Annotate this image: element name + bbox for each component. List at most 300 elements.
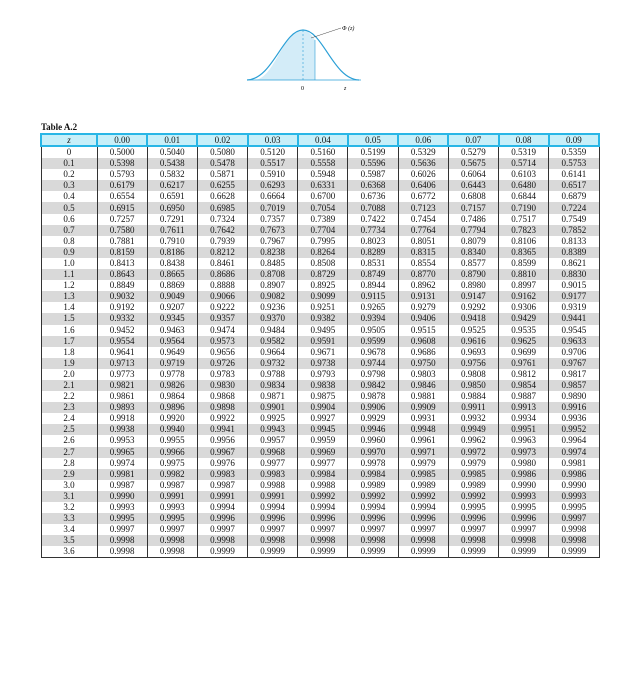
probability-cell: 0.9357	[197, 313, 247, 324]
probability-cell: 0.8830	[549, 269, 599, 280]
probability-cell: 0.9370	[248, 313, 298, 324]
probability-cell: 0.9989	[348, 480, 398, 491]
probability-cell: 0.9952	[549, 424, 599, 435]
probability-cell: 0.9082	[248, 291, 298, 302]
probability-cell: 0.7088	[348, 202, 398, 213]
probability-cell: 0.9591	[298, 336, 348, 347]
z-value-cell: 1.6	[41, 325, 97, 336]
probability-cell: 0.9901	[248, 402, 298, 413]
probability-cell: 0.9996	[348, 513, 398, 524]
probability-cell: 0.7704	[298, 225, 348, 236]
header-col: 0.03	[248, 134, 298, 146]
table-row	[41, 458, 599, 469]
probability-cell: 0.9564	[147, 336, 197, 347]
probability-cell: 0.5478	[197, 158, 247, 169]
probability-cell: 0.7580	[97, 225, 147, 236]
probability-cell: 0.7224	[549, 202, 599, 213]
probability-cell: 0.9998	[147, 546, 197, 558]
probability-cell: 0.9974	[549, 447, 599, 458]
probability-cell: 0.9474	[197, 325, 247, 336]
probability-cell: 0.7019	[248, 202, 298, 213]
probability-cell: 0.9992	[398, 491, 448, 502]
probability-cell: 0.9941	[197, 424, 247, 435]
probability-cell: 0.9999	[298, 546, 348, 558]
probability-cell: 0.8508	[298, 258, 348, 269]
probability-cell: 0.9864	[147, 391, 197, 402]
probability-cell: 0.6026	[398, 169, 448, 180]
probability-cell: 0.9778	[147, 369, 197, 380]
table-row	[41, 524, 599, 535]
probability-cell: 0.9997	[197, 524, 247, 535]
probability-cell: 0.7794	[448, 225, 498, 236]
probability-cell: 0.9932	[448, 413, 498, 424]
probability-cell: 0.9997	[448, 524, 498, 535]
probability-cell: 0.6480	[499, 180, 549, 191]
probability-cell: 0.9997	[248, 524, 298, 535]
probability-cell: 0.6443	[448, 180, 498, 191]
probability-cell: 0.8810	[499, 269, 549, 280]
probability-cell: 0.9998	[97, 535, 147, 546]
probability-cell: 0.9850	[448, 380, 498, 391]
z-value-cell: 1.8	[41, 347, 97, 358]
label-leader-line	[311, 28, 341, 38]
probability-cell: 0.9956	[197, 435, 247, 446]
probability-cell: 0.9999	[197, 546, 247, 558]
probability-cell: 0.9988	[298, 480, 348, 491]
probability-cell: 0.9961	[398, 435, 448, 446]
probability-cell: 0.9463	[147, 325, 197, 336]
header-col: 0.08	[499, 134, 549, 146]
probability-cell: 0.5714	[499, 158, 549, 169]
probability-cell: 0.9968	[248, 447, 298, 458]
probability-cell: 0.9920	[147, 413, 197, 424]
header-row	[41, 134, 599, 146]
probability-cell: 0.8980	[448, 280, 498, 291]
probability-cell: 0.5987	[348, 169, 398, 180]
probability-cell: 0.9898	[197, 402, 247, 413]
probability-cell: 0.9767	[549, 358, 599, 369]
probability-cell: 0.7852	[549, 225, 599, 236]
table-body	[41, 146, 599, 558]
probability-cell: 0.5832	[147, 169, 197, 180]
z-value-cell: 1.3	[41, 291, 97, 302]
probability-cell: 0.9998	[448, 535, 498, 546]
probability-cell: 0.8686	[197, 269, 247, 280]
probability-cell: 0.9441	[549, 313, 599, 324]
probability-cell: 0.9987	[197, 480, 247, 491]
probability-cell: 0.9986	[549, 469, 599, 480]
probability-cell: 0.9066	[197, 291, 247, 302]
table-row	[41, 269, 599, 280]
probability-cell: 0.8621	[549, 258, 599, 269]
probability-cell: 0.5517	[248, 158, 298, 169]
probability-cell: 0.6368	[348, 180, 398, 191]
probability-cell: 0.9608	[398, 336, 448, 347]
probability-cell: 0.9971	[398, 447, 448, 458]
probability-cell: 0.7422	[348, 214, 398, 225]
probability-cell: 0.5359	[549, 146, 599, 158]
probability-cell: 0.9927	[298, 413, 348, 424]
probability-cell: 0.9147	[448, 291, 498, 302]
probability-cell: 0.9265	[348, 302, 398, 313]
probability-cell: 0.9998	[147, 535, 197, 546]
probability-cell: 0.8023	[348, 236, 398, 247]
probability-cell: 0.9990	[499, 480, 549, 491]
probability-cell: 0.5199	[348, 146, 398, 158]
table-row	[41, 202, 599, 213]
probability-cell: 0.9761	[499, 358, 549, 369]
probability-cell: 0.5636	[398, 158, 448, 169]
probability-cell: 0.9984	[298, 469, 348, 480]
probability-cell: 0.9996	[398, 513, 448, 524]
probability-cell: 0.9854	[499, 380, 549, 391]
probability-cell: 0.9319	[549, 302, 599, 313]
probability-cell: 0.9997	[298, 524, 348, 535]
probability-cell: 0.9996	[448, 513, 498, 524]
probability-cell: 0.5438	[147, 158, 197, 169]
probability-cell: 0.9693	[448, 347, 498, 358]
probability-cell: 0.9940	[147, 424, 197, 435]
probability-cell: 0.9993	[499, 491, 549, 502]
probability-cell: 0.5080	[197, 146, 247, 158]
probability-cell: 0.5279	[448, 146, 498, 158]
z-value-cell: 3.4	[41, 524, 97, 535]
probability-cell: 0.5596	[348, 158, 398, 169]
probability-cell: 0.9970	[348, 447, 398, 458]
probability-cell: 0.9929	[348, 413, 398, 424]
probability-cell: 0.7357	[248, 214, 298, 225]
probability-cell: 0.9995	[499, 502, 549, 513]
table-row	[41, 546, 599, 558]
probability-cell: 0.9177	[549, 291, 599, 302]
z-value-cell: 0.8	[41, 236, 97, 247]
table-row	[41, 480, 599, 491]
probability-cell: 0.9713	[97, 358, 147, 369]
probability-cell: 0.9904	[298, 402, 348, 413]
probability-cell: 0.9969	[298, 447, 348, 458]
z-value-cell: 0.2	[41, 169, 97, 180]
probability-cell: 0.8599	[499, 258, 549, 269]
table-row	[41, 369, 599, 380]
probability-cell: 0.9943	[248, 424, 298, 435]
z-value-cell: 3.1	[41, 491, 97, 502]
probability-cell: 0.9332	[97, 313, 147, 324]
probability-cell: 0.9906	[348, 402, 398, 413]
probability-cell: 0.9382	[298, 313, 348, 324]
z-value-cell: 3.0	[41, 480, 97, 491]
probability-cell: 0.6217	[147, 180, 197, 191]
table-row	[41, 325, 599, 336]
probability-cell: 0.9842	[348, 380, 398, 391]
probability-cell: 0.9032	[97, 291, 147, 302]
probability-cell: 0.9418	[448, 313, 498, 324]
probability-cell: 0.7642	[197, 225, 247, 236]
z-value-cell: 0	[41, 146, 97, 158]
table-row	[41, 258, 599, 269]
probability-cell: 0.9967	[197, 447, 247, 458]
probability-cell: 0.9515	[398, 325, 448, 336]
probability-cell: 0.9992	[448, 491, 498, 502]
header-col: 0.01	[147, 134, 197, 146]
probability-cell: 0.9875	[298, 391, 348, 402]
z-value-cell: 2.2	[41, 391, 97, 402]
probability-cell: 0.9997	[549, 513, 599, 524]
probability-cell: 0.7823	[499, 225, 549, 236]
z-value-cell: 0.7	[41, 225, 97, 236]
probability-cell: 0.9990	[97, 491, 147, 502]
probability-cell: 0.9989	[398, 480, 448, 491]
table-row	[41, 336, 599, 347]
probability-cell: 0.9495	[298, 325, 348, 336]
probability-cell: 0.9884	[448, 391, 498, 402]
probability-cell: 0.9925	[248, 413, 298, 424]
probability-cell: 0.7324	[197, 214, 247, 225]
probability-cell: 0.9994	[298, 502, 348, 513]
probability-cell: 0.9788	[248, 369, 298, 380]
probability-cell: 0.9911	[448, 402, 498, 413]
probability-cell: 0.7549	[549, 214, 599, 225]
probability-cell: 0.9656	[197, 347, 247, 358]
probability-cell: 0.9972	[448, 447, 498, 458]
probability-cell: 0.6064	[448, 169, 498, 180]
probability-cell: 0.5948	[298, 169, 348, 180]
header-col: 0.05	[348, 134, 398, 146]
probability-cell: 0.6628	[197, 191, 247, 202]
probability-cell: 0.9997	[97, 524, 147, 535]
probability-cell: 0.9625	[499, 336, 549, 347]
probability-cell: 0.9207	[147, 302, 197, 313]
probability-cell: 0.8289	[348, 247, 398, 258]
probability-cell: 0.9671	[298, 347, 348, 358]
probability-cell: 0.9686	[398, 347, 448, 358]
probability-cell: 0.9979	[398, 458, 448, 469]
probability-cell: 0.7967	[248, 236, 298, 247]
probability-cell: 0.8962	[398, 280, 448, 291]
probability-cell: 0.7123	[398, 202, 448, 213]
table-row	[41, 291, 599, 302]
probability-cell: 0.9983	[248, 469, 298, 480]
probability-cell: 0.9990	[549, 480, 599, 491]
probability-cell: 0.9916	[549, 402, 599, 413]
probability-cell: 0.9641	[97, 347, 147, 358]
probability-cell: 0.9936	[549, 413, 599, 424]
probability-cell: 0.9664	[248, 347, 298, 358]
probability-cell: 0.9989	[448, 480, 498, 491]
probability-cell: 0.9965	[97, 447, 147, 458]
probability-cell: 0.5675	[448, 158, 498, 169]
probability-cell: 0.9738	[298, 358, 348, 369]
probability-cell: 0.9793	[298, 369, 348, 380]
probability-cell: 0.8133	[549, 236, 599, 247]
axis-zero-label: 0	[301, 86, 304, 92]
probability-cell: 0.9913	[499, 402, 549, 413]
probability-cell: 0.7764	[398, 225, 448, 236]
table-row	[41, 424, 599, 435]
probability-cell: 0.9279	[398, 302, 448, 313]
probability-cell: 0.9934	[499, 413, 549, 424]
probability-cell: 0.5753	[549, 158, 599, 169]
curve-label: Φ (z)	[342, 26, 355, 32]
probability-cell: 0.9976	[197, 458, 247, 469]
probability-cell: 0.5871	[197, 169, 247, 180]
probability-cell: 0.8438	[147, 258, 197, 269]
probability-cell: 0.7486	[448, 214, 498, 225]
probability-cell: 0.6700	[298, 191, 348, 202]
probability-cell: 0.9871	[248, 391, 298, 402]
probability-cell: 0.9798	[348, 369, 398, 380]
probability-cell: 0.9973	[499, 447, 549, 458]
probability-cell: 0.9726	[197, 358, 247, 369]
probability-cell: 0.9999	[549, 546, 599, 558]
probability-cell: 0.9162	[499, 291, 549, 302]
probability-cell: 0.7881	[97, 236, 147, 247]
probability-cell: 0.9599	[348, 336, 398, 347]
probability-cell: 0.9345	[147, 313, 197, 324]
probability-cell: 0.9838	[298, 380, 348, 391]
header-col: 0.04	[298, 134, 348, 146]
probability-cell: 0.9995	[97, 513, 147, 524]
probability-cell: 0.9808	[448, 369, 498, 380]
probability-cell: 0.6554	[97, 191, 147, 202]
probability-cell: 0.9131	[398, 291, 448, 302]
probability-cell: 0.9999	[448, 546, 498, 558]
header-z: z	[41, 134, 97, 146]
probability-cell: 0.6293	[248, 180, 298, 191]
probability-cell: 0.7517	[499, 214, 549, 225]
probability-cell: 0.9997	[398, 524, 448, 535]
probability-cell: 0.5160	[298, 146, 348, 158]
table-row	[41, 413, 599, 424]
probability-cell: 0.6736	[348, 191, 398, 202]
probability-cell: 0.9573	[197, 336, 247, 347]
probability-cell: 0.9890	[549, 391, 599, 402]
z-value-cell: 2.5	[41, 424, 97, 435]
probability-cell: 0.6664	[248, 191, 298, 202]
normal-curve-figure	[245, 18, 365, 98]
probability-cell: 0.9222	[197, 302, 247, 313]
probability-cell: 0.9998	[348, 535, 398, 546]
z-value-cell: 0.3	[41, 180, 97, 191]
probability-cell: 0.9978	[348, 458, 398, 469]
table-row	[41, 447, 599, 458]
probability-cell: 0.9984	[348, 469, 398, 480]
header-col: 0.00	[97, 134, 147, 146]
probability-cell: 0.9981	[549, 458, 599, 469]
probability-cell: 0.9857	[549, 380, 599, 391]
z-value-cell: 2.7	[41, 447, 97, 458]
probability-cell: 0.6591	[147, 191, 197, 202]
probability-cell: 0.8238	[248, 247, 298, 258]
probability-cell: 0.8729	[298, 269, 348, 280]
probability-cell: 0.5319	[499, 146, 549, 158]
probability-cell: 0.9505	[348, 325, 398, 336]
z-value-cell: 1.7	[41, 336, 97, 347]
table-row	[41, 191, 599, 202]
probability-cell: 0.9995	[549, 502, 599, 513]
probability-cell: 0.9015	[549, 280, 599, 291]
probability-cell: 0.8485	[248, 258, 298, 269]
probability-cell: 0.9868	[197, 391, 247, 402]
probability-cell: 0.9633	[549, 336, 599, 347]
probability-cell: 0.6879	[549, 191, 599, 202]
probability-cell: 0.6255	[197, 180, 247, 191]
probability-cell: 0.5040	[147, 146, 197, 158]
probability-cell: 0.9994	[348, 502, 398, 513]
z-value-cell: 2.4	[41, 413, 97, 424]
probability-cell: 0.7995	[298, 236, 348, 247]
probability-cell: 0.9744	[348, 358, 398, 369]
header-col: 0.07	[448, 134, 498, 146]
probability-cell: 0.9977	[298, 458, 348, 469]
probability-cell: 0.9803	[398, 369, 448, 380]
table-row	[41, 169, 599, 180]
header-col: 0.02	[197, 134, 247, 146]
probability-cell: 0.9997	[348, 524, 398, 535]
table-row	[41, 513, 599, 524]
probability-cell: 0.9909	[398, 402, 448, 413]
probability-cell: 0.6915	[97, 202, 147, 213]
probability-cell: 0.9049	[147, 291, 197, 302]
probability-cell: 0.9996	[499, 513, 549, 524]
probability-cell: 0.9732	[248, 358, 298, 369]
probability-cell: 0.9719	[147, 358, 197, 369]
z-value-cell: 0.5	[41, 202, 97, 213]
probability-cell: 0.9996	[298, 513, 348, 524]
probability-cell: 0.8389	[549, 247, 599, 258]
z-value-cell: 0.1	[41, 158, 97, 169]
table-row	[41, 214, 599, 225]
probability-cell: 0.9750	[398, 358, 448, 369]
probability-cell: 0.8907	[248, 280, 298, 291]
probability-cell: 0.8051	[398, 236, 448, 247]
table-row	[41, 491, 599, 502]
probability-cell: 0.9678	[348, 347, 398, 358]
table-row	[41, 347, 599, 358]
table-row	[41, 302, 599, 313]
normal-distribution-table	[40, 133, 600, 558]
probability-cell: 0.9994	[248, 502, 298, 513]
probability-cell: 0.9945	[298, 424, 348, 435]
probability-cell: 0.8708	[248, 269, 298, 280]
probability-cell: 0.5329	[398, 146, 448, 158]
probability-cell: 0.9953	[97, 435, 147, 446]
table-row	[41, 158, 599, 169]
probability-cell: 0.9582	[248, 336, 298, 347]
probability-cell: 0.9993	[549, 491, 599, 502]
probability-cell: 0.7454	[398, 214, 448, 225]
probability-cell: 0.9115	[348, 291, 398, 302]
probability-cell: 0.9756	[448, 358, 498, 369]
probability-cell: 0.7190	[499, 202, 549, 213]
probability-cell: 0.9887	[499, 391, 549, 402]
z-value-cell: 2.3	[41, 402, 97, 413]
probability-cell: 0.7257	[97, 214, 147, 225]
probability-cell: 0.9922	[197, 413, 247, 424]
probability-cell: 0.7291	[147, 214, 197, 225]
probability-cell: 0.8925	[298, 280, 348, 291]
probability-cell: 0.9997	[147, 524, 197, 535]
table-row	[41, 502, 599, 513]
probability-cell: 0.5000	[97, 146, 147, 158]
probability-cell: 0.8749	[348, 269, 398, 280]
probability-cell: 0.8770	[398, 269, 448, 280]
probability-cell: 0.9554	[97, 336, 147, 347]
probability-cell: 0.9406	[398, 313, 448, 324]
probability-cell: 0.6141	[549, 169, 599, 180]
table-row	[41, 146, 599, 158]
probability-cell: 0.9783	[197, 369, 247, 380]
probability-cell: 0.9999	[398, 546, 448, 558]
